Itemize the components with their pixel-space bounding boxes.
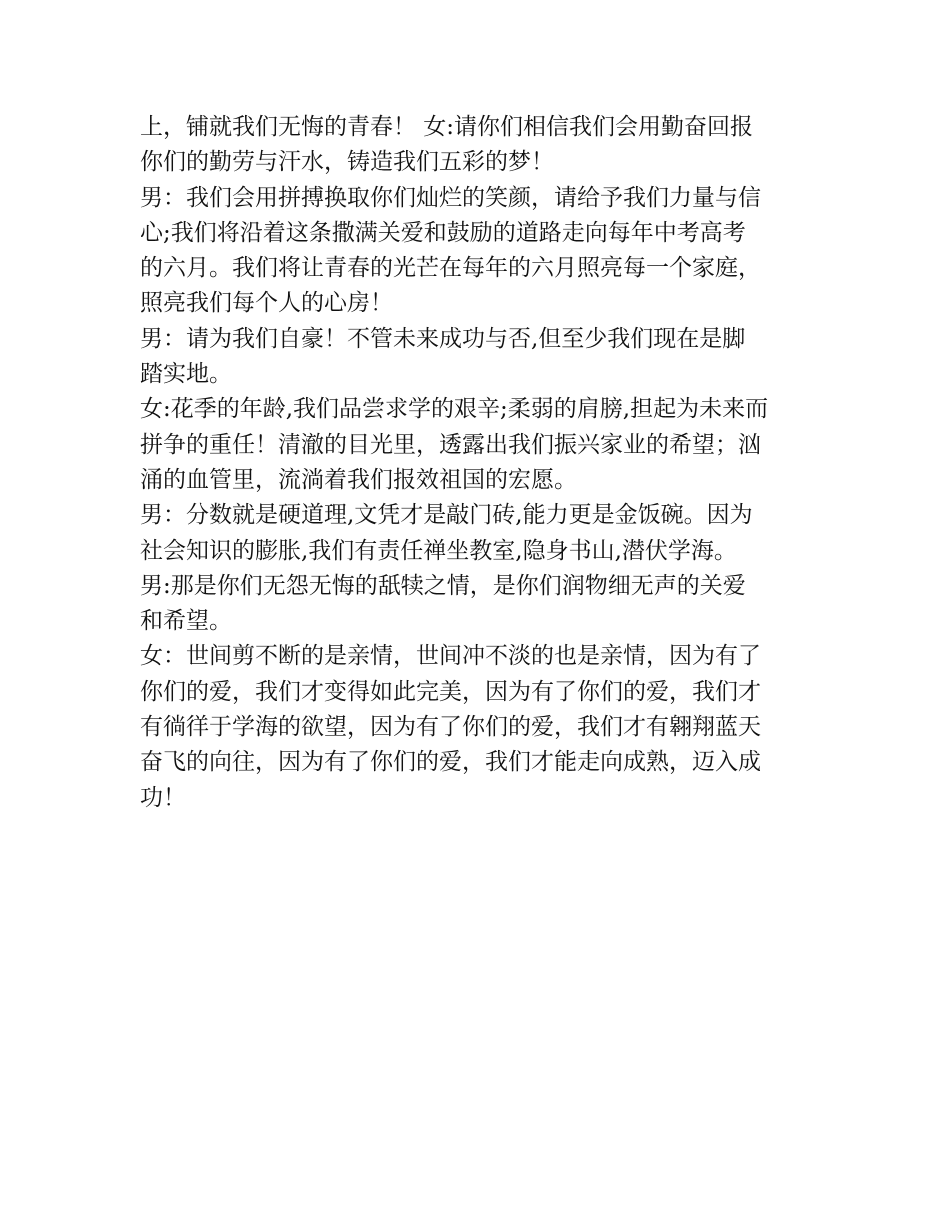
text-line: 心;我们将沿着这条撒满关爱和鼓励的道路走向每年中考高考 xyxy=(140,219,746,246)
paragraph-1 xyxy=(140,110,812,181)
text-line: 男：我们会用拼搏换取你们灿烂的笑颜，请给予我们力量与信 xyxy=(140,184,761,211)
paragraph-2 xyxy=(140,181,812,322)
text-line: 你们的勤劳与汗水，铸造我们五彩的梦！ xyxy=(140,149,554,176)
text-line: 和希望。 xyxy=(140,608,232,635)
text-line: 的六月。我们将让青春的光芒在每年的六月照亮每一个家庭， xyxy=(140,255,761,282)
document-body xyxy=(140,110,812,816)
text-line: 女:花季的年龄,我们品尝求学的艰辛;柔弱的肩膀,担起为未来而 xyxy=(140,396,769,423)
text-line: 上，铺就我们无悔的青春！ 女:请你们相信我们会用勤奋回报 xyxy=(140,114,754,140)
text-line: 社会知识的膨胀,我们有责任禅坐教室,隐身书山,潜伏学海。 xyxy=(140,537,737,564)
text-line: 男:那是你们无怨无悔的舐犊之情，是你们润物细无声的关爱 xyxy=(140,572,746,599)
paragraph-7 xyxy=(140,639,812,815)
text-line: 涌的血管里，流淌着我们报效祖国的宏愿。 xyxy=(140,466,577,493)
text-line: 踏实地。 xyxy=(140,361,232,388)
text-line: 功！ xyxy=(140,784,186,811)
text-line: 男：请为我们自豪！不管未来成功与否,但至少我们现在是脚 xyxy=(140,325,746,352)
text-line: 拼争的重任！清澈的目光里，透露出我们振兴家业的希望；汹 xyxy=(140,431,761,458)
text-line: 你们的爱，我们才变得如此完美，因为有了你们的爱，我们才 xyxy=(140,678,761,705)
paragraph-4 xyxy=(140,392,812,498)
paragraph-6 xyxy=(140,569,812,640)
text-line: 奋飞的向往，因为有了你们的爱，我们才能走向成熟，迈入成 xyxy=(140,749,761,776)
text-line: 有徜徉于学海的欲望，因为有了你们的爱，我们才有翱翔蓝天 xyxy=(140,714,761,741)
text-line: 男：分数就是硬道理,文凭才是敲门砖,能力更是金饭碗。因为 xyxy=(140,502,753,529)
text-line: 照亮我们每个人的心房！ xyxy=(140,290,393,317)
paragraph-5 xyxy=(140,498,812,569)
text-line: 女：世间剪不断的是亲情，世间冲不淡的也是亲情，因为有了 xyxy=(140,643,761,670)
paragraph-3 xyxy=(140,322,812,393)
